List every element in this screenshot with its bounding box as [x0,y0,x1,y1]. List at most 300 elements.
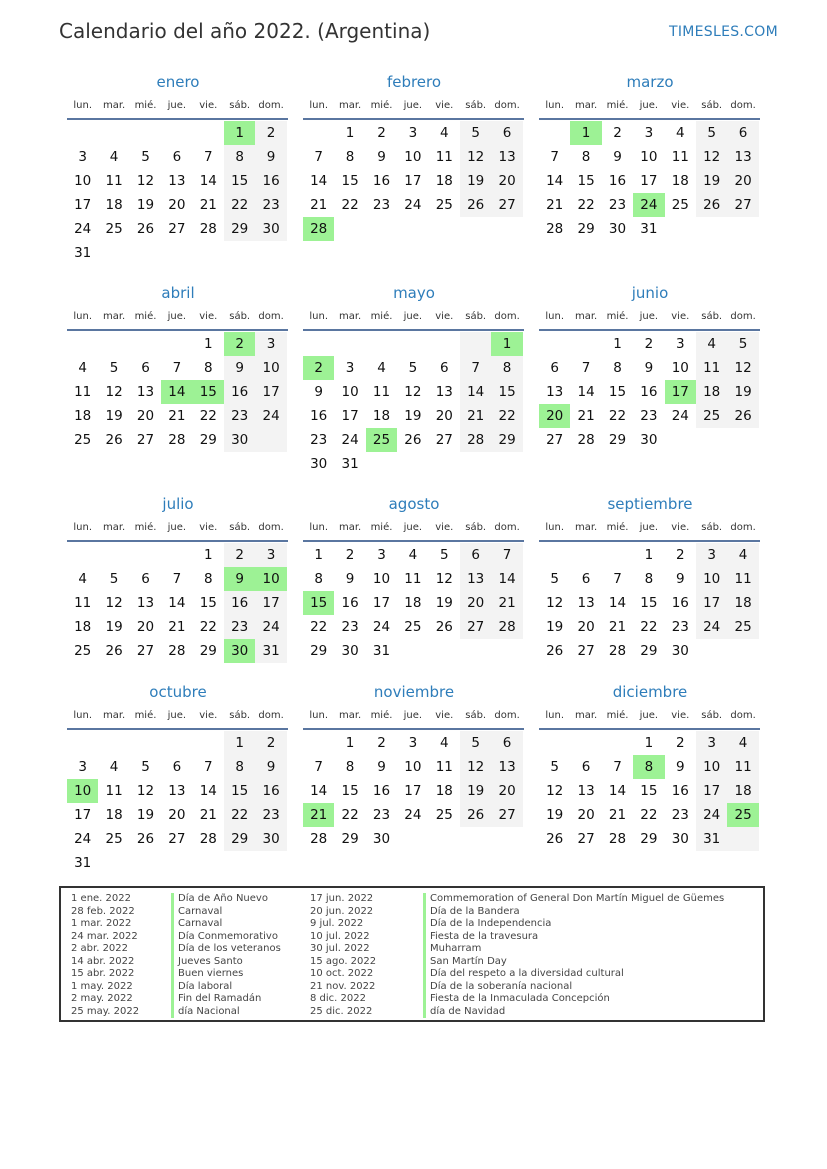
day-cell: 18 [435,783,453,799]
weekday-label: vie. [671,522,690,533]
day-cell: 3 [377,547,386,563]
weekday-label: sáb. [229,100,251,111]
day-cell: 28 [199,831,217,847]
day-cell: 6 [550,360,559,376]
weekday-label: jue. [403,311,423,322]
weekday-label: dom. [494,100,520,111]
day-cell: 18 [74,619,92,635]
day-cell: 19 [136,197,155,213]
weekday-label: jue. [639,710,659,721]
day-cell: 27 [168,831,186,847]
day-cell: 17 [404,783,422,799]
day-cell: 23 [310,432,328,448]
weekday-label: sáb. [465,710,487,721]
weekday-label: jue. [403,100,423,111]
weekday-label: sáb. [701,100,723,111]
day-cell: 25 [404,619,422,635]
day-cell: 27 [136,643,155,659]
weekday-label: dom. [258,522,284,533]
day-cell: 23 [671,807,689,823]
weekday-label: sáb. [465,522,487,533]
legend-date: 15 ago. 2022 [310,955,377,967]
day-cell: 15 [608,384,627,400]
day-cell: 26 [105,643,123,659]
day-cell: 5 [471,735,480,751]
day-cell: 16 [310,408,328,424]
day-cell: 14 [199,783,217,799]
weekday-label: vie. [435,710,454,721]
day-cell: 21 [546,197,564,213]
day-cell: 19 [467,173,485,189]
legend-holiday-name: Jueves Santo [171,956,243,969]
day-cell: 4 [109,149,119,165]
holiday-day: 21 [303,803,334,827]
day-cell: 1 [345,125,355,141]
holiday-day: 1 [224,121,255,145]
weekday-label: jue. [639,522,659,533]
header-rule [539,118,760,120]
day-cell: 11 [671,149,689,165]
month-name: febrero [386,73,442,91]
day-cell: 13 [577,783,595,799]
weekday-label: mié. [134,710,157,721]
day-cell: 8 [345,149,355,165]
month-name: septiembre [607,495,693,513]
legend-holiday-name: Carnaval [171,906,222,919]
weekday-label: vie. [435,522,454,533]
day-cell: 28 [608,643,627,659]
day-cell: 8 [644,571,654,587]
day-cell: 10 [703,571,721,587]
day-cell: 20 [498,783,516,799]
day-cell: 21 [168,408,186,424]
weekday-label: mié. [370,710,393,721]
weekday-label: sáb. [465,100,487,111]
weekday-label: lun. [309,100,329,111]
day-cell: 21 [577,408,595,424]
day-cell: 2 [377,735,386,751]
day-cell: 6 [172,149,182,165]
weekday-label: mar. [338,311,362,322]
weekday-label: sáb. [701,311,723,322]
day-cell: 11 [404,571,422,587]
day-cell: 23 [262,807,280,823]
day-cell: 19 [734,384,752,400]
day-cell: 1 [613,336,622,352]
day-cell: 16 [372,173,391,189]
holiday-day: 14 [161,380,192,404]
month-name: junio [631,284,669,302]
day-cell: 22 [498,408,516,424]
day-cell: 24 [404,197,422,213]
day-cell: 22 [577,197,595,213]
day-cell: 17 [74,197,92,213]
day-cell: 28 [546,221,564,237]
day-cell: 16 [262,173,280,189]
day-cell: 24 [262,408,280,424]
weekday-label: dom. [258,100,284,111]
legend-date: 1 mar. 2022 [71,918,132,929]
holiday-legend [59,886,765,1022]
day-cell: 16 [608,173,627,189]
day-cell: 24 [262,619,280,635]
month-name: abril [161,284,195,302]
day-cell: 28 [608,831,627,847]
month-name: noviembre [373,683,455,701]
day-cell: 7 [314,149,323,165]
day-cell: 2 [675,547,685,563]
day-cell: 1 [314,547,323,563]
day-cell: 26 [404,432,422,448]
day-cell: 28 [199,221,217,237]
weekday-label: dom. [494,522,520,533]
holiday-day: 25 [727,803,758,827]
day-cell: 13 [168,783,186,799]
weekday-label: dom. [258,710,284,721]
day-cell: 9 [235,360,244,376]
day-cell: 6 [502,735,512,751]
day-cell: 28 [310,831,328,847]
day-cell: 4 [707,336,716,352]
day-cell: 1 [203,547,213,563]
day-cell: 2 [266,125,276,141]
day-cell: 13 [467,571,485,587]
day-cell: 20 [136,408,155,424]
day-cell: 21 [168,619,186,635]
day-cell: 4 [439,735,449,751]
day-cell: 27 [546,432,564,448]
holiday-day: 9 [224,567,255,591]
holiday-day: 10 [67,779,98,803]
day-cell: 7 [613,759,622,775]
day-cell: 15 [341,173,359,189]
day-cell: 8 [502,360,512,376]
day-cell: 6 [581,759,591,775]
day-cell: 8 [345,759,355,775]
day-cell: 6 [738,125,748,141]
day-cell: 16 [671,595,689,611]
day-cell: 13 [546,384,564,400]
weekday-label: mié. [606,100,629,111]
day-cell: 6 [502,125,512,141]
day-cell: 19 [105,408,123,424]
day-cell: 20 [168,807,186,823]
day-cell: 22 [199,408,217,424]
day-cell: 8 [203,571,213,587]
day-cell: 30 [671,643,689,659]
day-cell: 24 [703,619,721,635]
day-cell: 9 [377,149,386,165]
day-cell: 29 [498,432,516,448]
day-cell: 12 [467,759,485,775]
day-cell: 12 [404,384,422,400]
day-cell: 4 [78,360,87,376]
weekday-label: mié. [606,710,629,721]
legend-date: 20 jun. 2022 [310,905,374,917]
day-cell: 5 [707,125,716,141]
day-cell: 16 [640,384,658,400]
holiday-day: 17 [665,380,696,404]
legend-holiday-name: Buen viernes [171,968,243,981]
day-cell: 8 [314,571,323,587]
legend-holiday-name: Día de la Independencia [423,918,551,931]
day-cell: 30 [372,831,391,847]
month-name: enero [156,73,200,91]
day-cell: 12 [467,149,485,165]
weekday-label: mar. [574,710,598,721]
day-cell: 17 [703,783,721,799]
day-cell: 5 [408,360,418,376]
weekday-label: mié. [370,522,393,533]
day-cell: 21 [608,807,627,823]
weekday-label: mar. [102,710,126,721]
day-cell: 28 [467,432,485,448]
day-cell: 14 [467,384,485,400]
legend-date: 14 abr. 2022 [71,955,135,967]
day-cell: 27 [734,197,752,213]
holiday-day: 25 [366,428,397,452]
day-cell: 21 [310,197,328,213]
day-cell: 29 [310,643,328,659]
day-cell: 5 [109,571,119,587]
weekday-label: mar. [338,100,362,111]
weekday-label: dom. [730,311,756,322]
day-cell: 3 [266,547,276,563]
day-cell: 2 [266,735,276,751]
day-cell: 8 [235,759,244,775]
day-cell: 6 [439,360,449,376]
weekday-label: lun. [309,522,329,533]
header-rule [303,728,524,730]
day-cell: 18 [105,197,123,213]
site-logo[interactable]: TIMESLES.COM [669,24,778,40]
day-cell: 7 [581,360,591,376]
day-cell: 7 [203,759,213,775]
day-cell: 18 [435,173,453,189]
day-cell: 7 [203,149,213,165]
weekday-label: sáb. [701,710,723,721]
holiday-day: 1 [570,121,601,145]
legend-date: 21 nov. 2022 [310,980,376,992]
day-cell: 14 [199,173,217,189]
day-cell: 26 [703,197,721,213]
weekday-label: vie. [435,100,454,111]
day-cell: 17 [404,173,422,189]
day-cell: 14 [546,173,564,189]
weekday-label: mié. [370,311,393,322]
weekday-label: jue. [167,710,187,721]
day-cell: 14 [310,783,328,799]
page-title: Calendario del año 2022. (Argentina) [59,19,431,43]
holiday-day: 24 [633,193,664,217]
day-cell: 8 [235,149,244,165]
weekday-label: vie. [671,710,690,721]
day-cell: 27 [498,807,516,823]
day-cell: 4 [78,571,87,587]
day-cell: 31 [640,221,658,237]
day-cell: 19 [546,619,564,635]
day-cell: 24 [74,831,92,847]
legend-holiday-name: Día de la Bandera [423,906,520,919]
legend-date: 15 abr. 2022 [71,968,135,979]
day-cell: 18 [404,595,422,611]
weekday-label: mié. [134,100,157,111]
weekday-label: jue. [167,100,187,111]
legend-holiday-name: Día Conmemorativo [171,931,278,944]
day-cell: 26 [546,643,564,659]
legend-date: 25 dic. 2022 [310,1005,373,1017]
weekday-label: mié. [134,311,157,322]
day-cell: 30 [231,432,249,448]
day-cell: 21 [467,408,485,424]
day-cell: 29 [608,432,627,448]
day-cell: 29 [231,831,249,847]
day-cell: 6 [141,571,150,587]
day-cell: 11 [734,571,752,587]
month-name: octubre [149,683,207,701]
day-cell: 8 [613,360,622,376]
day-cell: 13 [577,595,595,611]
header-rule [303,540,524,542]
day-cell: 19 [105,619,123,635]
day-cell: 19 [703,173,721,189]
holiday-day: 20 [539,404,570,428]
day-cell: 30 [671,831,689,847]
day-cell: 27 [577,831,595,847]
day-cell: 18 [105,807,123,823]
day-cell: 27 [136,432,155,448]
day-cell: 26 [136,221,155,237]
day-cell: 8 [581,149,591,165]
legend-holiday-name: Fiesta de la travesura [423,931,538,944]
day-cell: 18 [734,783,752,799]
header-rule [539,728,760,730]
day-cell: 29 [640,643,658,659]
day-cell: 31 [74,855,92,871]
day-cell: 26 [105,432,123,448]
day-cell: 27 [467,619,485,635]
day-cell: 12 [546,783,564,799]
weekday-label: jue. [403,522,423,533]
day-cell: 14 [310,173,328,189]
day-cell: 20 [577,619,595,635]
day-cell: 10 [671,360,689,376]
legend-holiday-name: día Nacional [171,1006,240,1019]
holiday-day: 2 [303,356,334,380]
day-cell: 15 [231,173,249,189]
legend-date: 9 jul. 2022 [310,918,364,929]
day-cell: 29 [231,221,249,237]
day-cell: 31 [703,831,721,847]
day-cell: 23 [372,197,391,213]
day-cell: 21 [608,619,627,635]
weekday-label: mar. [338,710,362,721]
legend-date: 2 may. 2022 [71,993,133,1004]
day-cell: 2 [235,547,244,563]
month-name: diciembre [612,683,688,701]
legend-date: 1 ene. 2022 [71,893,131,904]
day-cell: 22 [608,408,627,424]
day-cell: 7 [550,149,559,165]
holiday-day: 8 [633,755,664,779]
weekday-label: lun. [545,710,565,721]
day-cell: 3 [266,336,276,352]
legend-holiday-name: Carnaval [171,918,222,931]
weekday-label: lun. [73,311,93,322]
day-cell: 11 [435,759,453,775]
day-cell: 14 [608,595,627,611]
weekday-label: vie. [199,522,218,533]
weekday-label: mié. [370,100,393,111]
day-cell: 1 [644,547,654,563]
weekday-label: mar. [102,311,126,322]
header-rule [67,540,288,542]
day-cell: 21 [199,197,217,213]
weekday-label: dom. [730,710,756,721]
day-cell: 8 [203,360,213,376]
legend-date: 8 dic. 2022 [310,993,366,1004]
day-cell: 4 [439,125,449,141]
weekday-label: mar. [102,522,126,533]
day-cell: 31 [372,643,391,659]
legend-date: 17 jun. 2022 [310,893,374,904]
day-cell: 25 [105,221,123,237]
day-cell: 15 [640,783,658,799]
day-cell: 9 [644,360,654,376]
day-cell: 10 [372,571,391,587]
weekday-label: mar. [338,522,362,533]
day-cell: 14 [168,595,186,611]
header-rule [539,329,760,331]
day-cell: 13 [498,759,516,775]
weekday-label: mar. [574,311,598,322]
day-cell: 23 [640,408,658,424]
day-cell: 24 [341,432,359,448]
legend-holiday-name: Muharram [423,943,481,956]
day-cell: 4 [738,547,748,563]
day-cell: 9 [377,759,386,775]
day-cell: 23 [341,619,359,635]
day-cell: 20 [435,408,453,424]
weekday-label: lun. [309,311,329,322]
day-cell: 26 [435,619,453,635]
legend-holiday-name: Fiesta de la Inmaculada Concepción [423,993,610,1006]
weekday-label: jue. [167,311,187,322]
day-cell: 23 [231,408,249,424]
day-cell: 30 [262,221,280,237]
weekday-label: mié. [134,522,157,533]
day-cell: 26 [136,831,155,847]
day-cell: 11 [74,384,92,400]
day-cell: 2 [613,125,622,141]
month-name: julio [162,495,194,513]
day-cell: 7 [613,571,622,587]
day-cell: 12 [435,571,453,587]
day-cell: 9 [675,759,685,775]
weekday-label: vie. [199,100,218,111]
day-cell: 24 [703,807,721,823]
day-cell: 20 [498,173,516,189]
day-cell: 16 [341,595,359,611]
day-cell: 27 [577,643,595,659]
day-cell: 19 [136,807,155,823]
day-cell: 3 [78,149,87,165]
weekday-label: mar. [574,100,598,111]
header-rule [539,540,760,542]
day-cell: 23 [231,619,249,635]
day-cell: 19 [404,408,422,424]
weekday-label: sáb. [229,311,251,322]
